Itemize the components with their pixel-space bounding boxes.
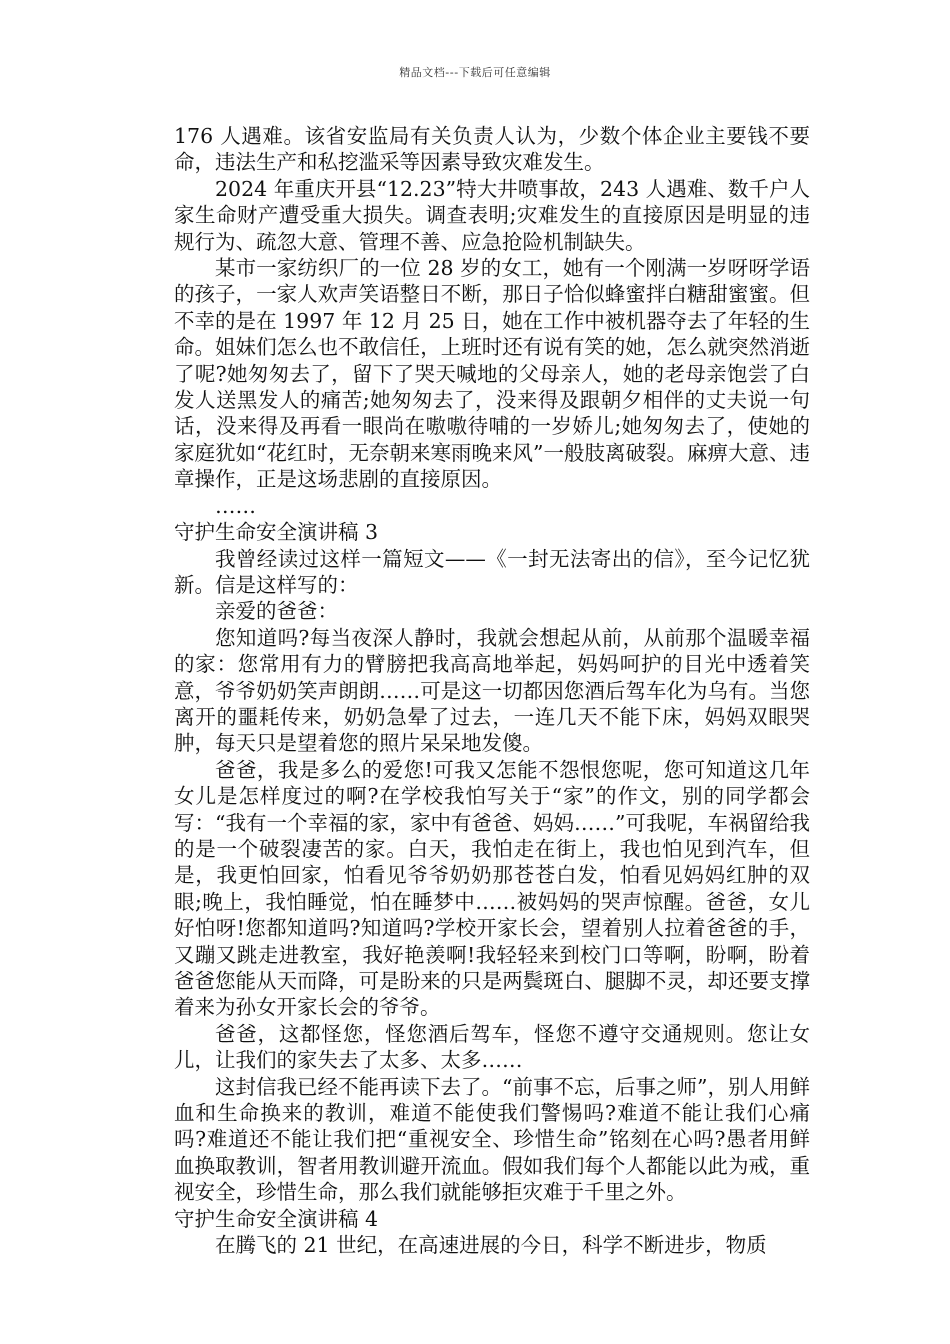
letter-paragraph-2: 爸爸，我是多么的爱您!可我又怎能不怨恨您呢，您可知道这几年女儿是怎样度过的啊?在学校我怕写关于“家”的作文，别的同学都会写：“我有一个幸福的家，家中有爸爸、妈妈……”可我呢，车祸留给我的是一个破裂凄苦的家。白天，我怕走在街上，我也怕见到汽车，但是，我更怕回家，怕看见爷爷奶奶那苍苍白发，怕看见妈妈红肿的双眼;晚上，我怕睡觉，怕在睡梦中……被妈妈的哭声惊醒。爸爸，女儿好怕呀!您都知道吗?知道吗?学校开家长会，望着别人拉着爸爸的手，又蹦又跳走进教室，我好艳羡啊!我轻轻来到校门口等啊，盼啊，盼着爸爸您能从天而降，可是盼来的只是两鬓斑白、腿脚不灵，却还要支撑着来为孙女开家长会的爷爷。: [174, 757, 810, 1020]
paragraph-2: 2024 年重庆开县“12.23”特大井喷事故，243 人遇难、数千户人家生命财产遭受重大损失。调查表明;灾难发生的直接原因是明显的违规行为、疏忽大意、管理不善、应急抢险机制缺失。: [174, 176, 810, 254]
document-body: [174, 123, 810, 1258]
paragraph-last: 在腾飞的 21 世纪，在高速进展的今日，科学不断进步，物质: [215, 1233, 767, 1258]
letter-salutation: 亲爱的爸爸：: [215, 599, 338, 624]
ellipsis-line: ……: [215, 493, 256, 518]
paragraph-1: 176 人遇难。该省安监局有关负责人认为，少数个体企业主要钱不要命，违法生产和私挖滥采等因素导致灾难发生。: [174, 124, 810, 175]
paragraph-reflection: 这封信我已经不能再读下去了。“前事不忘，后事之师”，别人用鲜血和生命换来的教训，难道不能使我们警惕吗?难道不能让我们心痛吗?难道还不能让我们把“重视安全、珍惜生命”铭刻在心吗?愚者用鲜血换取教训，智者用教训避开流血。假如我们每个人都能以此为戒，重视安全，珍惜生命，那么我们就能够拒灾难于千里之外。: [174, 1074, 810, 1205]
letter-paragraph-3: 爸爸，这都怪您，怪您酒后驾车，怪您不遵守交通规则。您让女儿，让我们的家失去了太多、太多……: [174, 1021, 810, 1073]
paragraph-3: 某市一家纺织厂的一位 28 岁的女工，她有一个刚满一岁呀呀学语的孩子，一家人欢声笑语整日不断，那日子恰似蜂蜜拌白糖甜蜜蜜。但不幸的是在 1997 年 12 月 25 日，她在工作中被机器夺去了年轻的生命。姐妹们怎么也不敢信任，上班时还有说有笑的她，怎么就突然消逝了呢?她匆匆去了，留下了哭天喊地的父母亲人，她的老母亲饱尝了白发人送黑发人的痛苦;她匆匆去了，没来得及跟朝夕相伴的丈夫说一句话，没来得及再看一眼尚在嗷嗷待哺的一岁娇儿;她匆匆去了，使她的家庭犹如“花红时，无奈朝来寒雨晚来风”一般肢离破裂。麻痹大意、违章操作，正是这场悲剧的直接原因。: [174, 256, 810, 492]
letter-paragraph-1: 您知道吗?每当夜深人静时，我就会想起从前，从前那个温暖幸福的家：您常用有力的臂膀把我高高地举起，妈妈呵护的目光中透着笑意，爷爷奶奶笑声朗朗……可是这一切都因您酒后驾车化为乌有。当您离开的噩耗传来，奶奶急晕了过去，一连几天不能下床，妈妈双眼哭肿，每天只是望着您的照片呆呆地发傻。: [174, 625, 810, 756]
page-header: 精品文档---下载后可任意编辑: [399, 66, 551, 79]
paragraph-intro-letter: 我曾经读过这样一篇短文——《一封无法寄出的信》，至今记忆犹新。信是这样写的：: [174, 546, 810, 597]
section-heading-4: 守护生命安全演讲稿 4: [174, 1206, 379, 1231]
section-heading-3: 守护生命安全演讲稿 3: [174, 520, 379, 545]
